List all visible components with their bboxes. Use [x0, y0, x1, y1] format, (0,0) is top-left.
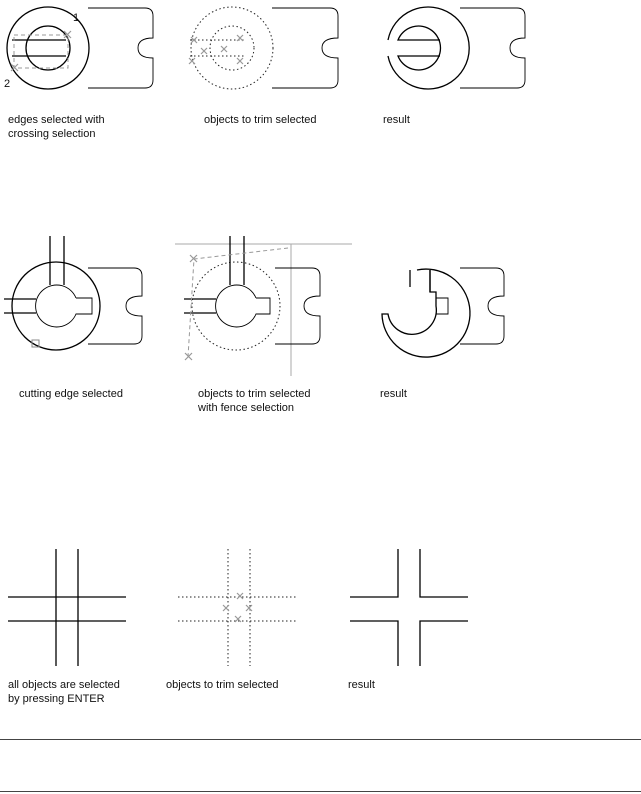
- trimmed-ring: [382, 269, 470, 357]
- caption-line: objects to trim selected: [198, 388, 311, 400]
- caption-trim-selected: [204, 113, 317, 127]
- caption-line: with fence selection: [198, 402, 294, 414]
- caption-result: [383, 113, 410, 127]
- panel-1-3: [388, 7, 525, 89]
- bracket-outline: [460, 268, 504, 344]
- panel-1-1: [4, 7, 153, 90]
- caption-line: by pressing ENTER: [8, 693, 105, 705]
- caption-line: result: [348, 679, 375, 691]
- caption-line: objects to trim selected: [204, 114, 317, 126]
- panel-1-2: [189, 7, 338, 89]
- outer-circle-dotted: [192, 262, 280, 350]
- bracket-outline: [88, 8, 153, 88]
- outer-circle: [12, 262, 100, 350]
- caption-trim-selected: [166, 678, 279, 692]
- bracket-outline: [272, 8, 338, 88]
- inner-circle: [26, 26, 70, 70]
- caption-result: [348, 678, 375, 692]
- caption-crossing: [8, 113, 105, 141]
- caption-enter: [8, 678, 120, 706]
- inner-circle-dotted: [210, 26, 254, 70]
- divider-top: [0, 739, 641, 740]
- caption-fence: [198, 387, 311, 415]
- panel-3-2: [178, 549, 298, 666]
- panel-3-1: [8, 549, 126, 666]
- trimmed-ring: [388, 7, 469, 89]
- point-label-2: 2: [4, 78, 11, 90]
- pick-marks: [189, 35, 243, 64]
- caption-line: all objects are selected: [8, 679, 120, 691]
- caption-line: objects to trim selected: [166, 679, 279, 691]
- inner-keyway: [216, 285, 270, 327]
- point-label-1: 1: [73, 12, 80, 24]
- fence-line: [188, 248, 288, 357]
- divider-bottom: [0, 791, 641, 792]
- panel-2-1: [4, 236, 142, 350]
- caption-line: result: [380, 388, 407, 400]
- bracket-outline: [275, 268, 320, 344]
- caption-line: crossing selection: [8, 128, 96, 140]
- panel-3-3: [350, 549, 468, 666]
- panel-2-2: [175, 236, 352, 376]
- caption-line: edges selected with: [8, 114, 105, 126]
- bracket-outline: [88, 268, 142, 344]
- panel-2-3: [382, 268, 504, 357]
- caption-line: cutting edge selected: [19, 388, 123, 400]
- inner-keyway: [36, 285, 92, 327]
- caption-cutting-edge: [19, 387, 123, 401]
- outer-circle-dotted: [191, 7, 273, 89]
- caption-line: result: [383, 114, 410, 126]
- caption-result: [380, 387, 407, 401]
